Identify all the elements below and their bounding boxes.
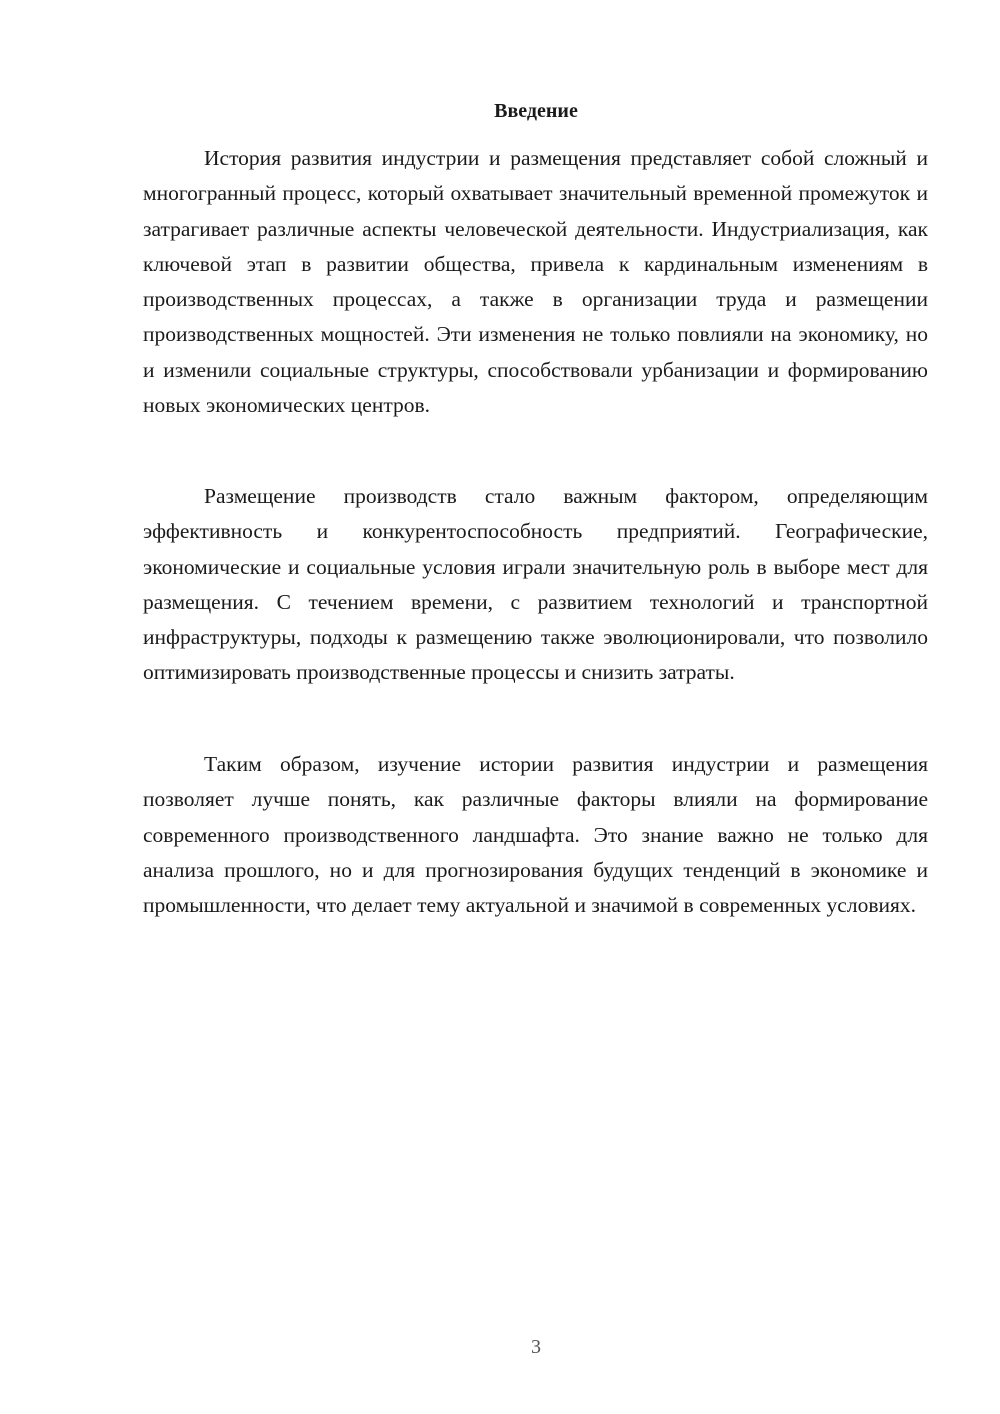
section-heading: Введение — [494, 100, 578, 122]
page-number: 3 — [531, 1336, 541, 1358]
paragraph-1: История развития индустрии и размещения представляет собой сложный и многогранный процесс, который охватывает значительный временной промежуток и затрагивает различные аспекты человеческой деятельности. Индустриализация, как ключевой этап в развитии общества, привела к кардинальным изменениям в производственных процессах, а также в организации труда и размещении производственных мощностей. Эти изменения не только повлияли на экономику, но и изменили социальные структуры, способствовали урбанизации и формированию новых экономических центров. — [143, 146, 928, 418]
paragraph-3: Таким образом, изучение истории развития индустрии и размещения позволяет лучше понять, как различные факторы влияли на формирование современного производственного ландшафта. Это знание важно не только для анализа прошлого, но и для прогнозирования будущих тенденций в экономике и промышленности, что делает тему актуальной и значимой в современных условиях. — [143, 752, 928, 918]
paragraph-2: Размещение производств стало важным фактором, определяющим эффективность и конкурентоспособность предприятий. Географические, экономические и социальные условия играли значительную роль в выборе мест для размещения. С течением времени, с развитием технологий и транспортной инфраструктуры, подходы к размещению также эволюционировали, что позволило оптимизировать производственные процессы и снизить затраты. — [143, 484, 928, 685]
